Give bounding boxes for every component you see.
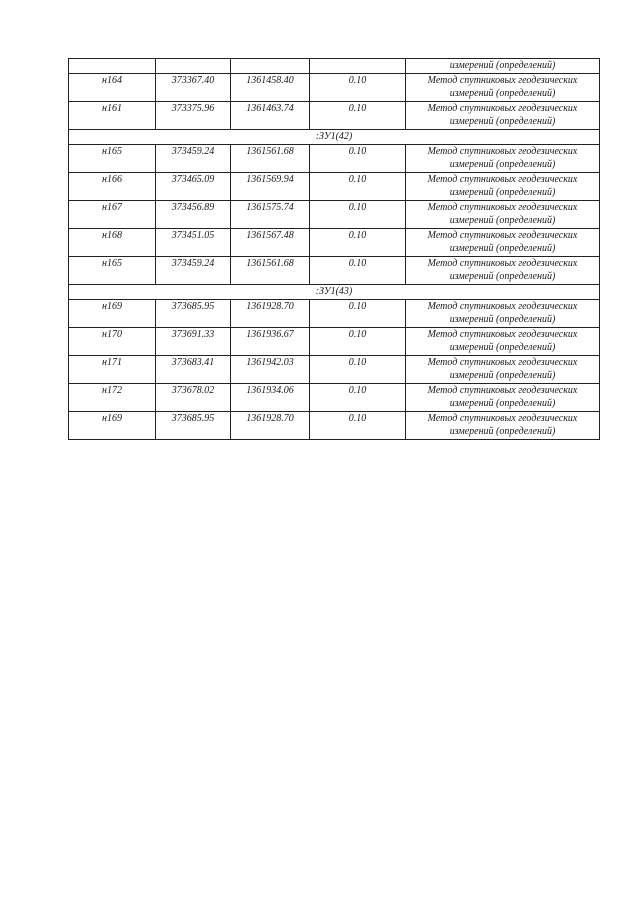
method-cell bbox=[406, 229, 600, 257]
method-cell bbox=[406, 257, 600, 285]
method-cell bbox=[406, 74, 600, 102]
point-cell: н170 bbox=[69, 328, 156, 356]
accuracy-cell: 0.10 bbox=[310, 173, 406, 201]
accuracy-cell: 0.10 bbox=[310, 74, 406, 102]
x-cell: 373456.89 bbox=[156, 201, 231, 229]
coordinates-table-body bbox=[69, 59, 600, 440]
method-line-2: измерений (определений) bbox=[449, 115, 556, 127]
method-line-2: измерений (определений) bbox=[449, 186, 556, 198]
method-line-1: Метод спутниковых геодезических bbox=[427, 230, 578, 241]
accuracy-cell: 0.10 bbox=[310, 384, 406, 412]
x-cell: 373465.09 bbox=[156, 173, 231, 201]
accuracy-cell: 0.10 bbox=[310, 412, 406, 440]
method-cell bbox=[406, 300, 600, 328]
x-cell: 373691.33 bbox=[156, 328, 231, 356]
method-line-2: измерений (определений) bbox=[449, 341, 556, 353]
x-cell: 373678.02 bbox=[156, 384, 231, 412]
method-cell bbox=[406, 384, 600, 412]
method-line-2: измерений (определений) bbox=[449, 425, 556, 437]
table-row bbox=[69, 328, 600, 356]
y-cell: 1361458.40 bbox=[231, 74, 310, 102]
section-header-row bbox=[69, 130, 600, 145]
method-cell bbox=[406, 173, 600, 201]
method-line-2: измерений (определений) bbox=[449, 214, 556, 226]
section-header-row bbox=[69, 285, 600, 300]
x-cell: 373685.95 bbox=[156, 300, 231, 328]
method-line-2: измерений (определений) bbox=[449, 158, 556, 170]
point-cell: н167 bbox=[69, 201, 156, 229]
x-cell: 373375.96 bbox=[156, 102, 231, 130]
continuation-row bbox=[69, 59, 600, 74]
accuracy-cell: 0.10 bbox=[310, 229, 406, 257]
point-cell: н171 bbox=[69, 356, 156, 384]
point-cell: н172 bbox=[69, 384, 156, 412]
table-row bbox=[69, 145, 600, 173]
method-line-1: Метод спутниковых геодезических bbox=[427, 202, 578, 213]
coordinates-table bbox=[68, 58, 600, 440]
method-line-2: измерений (определений) bbox=[449, 87, 556, 99]
section-label: :ЗУ1(43) bbox=[69, 285, 600, 300]
method-line-2: измерений (определений) bbox=[449, 397, 556, 409]
y-cell bbox=[231, 59, 310, 74]
x-cell: 373683.41 bbox=[156, 356, 231, 384]
table-row bbox=[69, 412, 600, 440]
method-line-2: измерений (определений) bbox=[449, 270, 556, 282]
point-cell: н165 bbox=[69, 257, 156, 285]
x-cell: 373459.24 bbox=[156, 145, 231, 173]
y-cell: 1361934.06 bbox=[231, 384, 310, 412]
method-line-1: Метод спутниковых геодезических bbox=[427, 174, 578, 185]
method-cell bbox=[406, 328, 600, 356]
method-line-1: Метод спутниковых геодезических bbox=[427, 413, 578, 424]
method-line-1: Метод спутниковых геодезических bbox=[427, 301, 578, 312]
method-line-1: Метод спутниковых геодезических bbox=[427, 103, 578, 114]
method-line-1: Метод спутниковых геодезических bbox=[427, 385, 578, 396]
accuracy-cell: 0.10 bbox=[310, 328, 406, 356]
method-line-2: измерений (определений) bbox=[449, 242, 556, 254]
y-cell: 1361928.70 bbox=[231, 412, 310, 440]
table-row bbox=[69, 229, 600, 257]
method-text: измерений (определений) bbox=[449, 60, 556, 71]
x-cell: 373685.95 bbox=[156, 412, 231, 440]
y-cell: 1361569.94 bbox=[231, 173, 310, 201]
table-row bbox=[69, 300, 600, 328]
point-cell: н169 bbox=[69, 300, 156, 328]
point-cell: н161 bbox=[69, 102, 156, 130]
method-line-1: Метод спутниковых геодезических bbox=[427, 146, 578, 157]
x-cell: 373451.05 bbox=[156, 229, 231, 257]
method-cell bbox=[406, 412, 600, 440]
method-cell bbox=[406, 356, 600, 384]
method-line-2: измерений (определений) bbox=[449, 369, 556, 381]
table-row bbox=[69, 257, 600, 285]
point-cell: н165 bbox=[69, 145, 156, 173]
accuracy-cell: 0.10 bbox=[310, 145, 406, 173]
x-cell bbox=[156, 59, 231, 74]
method-line-1: Метод спутниковых геодезических bbox=[427, 75, 578, 86]
accuracy-cell: 0.10 bbox=[310, 201, 406, 229]
method-line-2: измерений (определений) bbox=[449, 313, 556, 325]
table-row bbox=[69, 74, 600, 102]
accuracy-cell bbox=[310, 59, 406, 74]
point-cell: н164 bbox=[69, 74, 156, 102]
accuracy-cell: 0.10 bbox=[310, 102, 406, 130]
y-cell: 1361928.70 bbox=[231, 300, 310, 328]
table-row bbox=[69, 356, 600, 384]
method-line-1: Метод спутниковых геодезических bbox=[427, 258, 578, 269]
y-cell: 1361561.68 bbox=[231, 145, 310, 173]
method-cell bbox=[406, 145, 600, 173]
section-label: :ЗУ1(42) bbox=[69, 130, 600, 145]
point-cell: н166 bbox=[69, 173, 156, 201]
method-cell bbox=[406, 59, 600, 74]
accuracy-cell: 0.10 bbox=[310, 356, 406, 384]
x-cell: 373459.24 bbox=[156, 257, 231, 285]
table-row bbox=[69, 173, 600, 201]
x-cell: 373367.40 bbox=[156, 74, 231, 102]
method-line-1: Метод спутниковых геодезических bbox=[427, 329, 578, 340]
method-cell bbox=[406, 102, 600, 130]
method-line-1: Метод спутниковых геодезических bbox=[427, 357, 578, 368]
y-cell: 1361561.68 bbox=[231, 257, 310, 285]
point-cell bbox=[69, 59, 156, 74]
y-cell: 1361936.67 bbox=[231, 328, 310, 356]
table-row bbox=[69, 201, 600, 229]
y-cell: 1361463.74 bbox=[231, 102, 310, 130]
accuracy-cell: 0.10 bbox=[310, 300, 406, 328]
table-row bbox=[69, 102, 600, 130]
method-cell bbox=[406, 201, 600, 229]
y-cell: 1361567.48 bbox=[231, 229, 310, 257]
table-row bbox=[69, 384, 600, 412]
y-cell: 1361575.74 bbox=[231, 201, 310, 229]
y-cell: 1361942.03 bbox=[231, 356, 310, 384]
accuracy-cell: 0.10 bbox=[310, 257, 406, 285]
point-cell: н168 bbox=[69, 229, 156, 257]
point-cell: н169 bbox=[69, 412, 156, 440]
